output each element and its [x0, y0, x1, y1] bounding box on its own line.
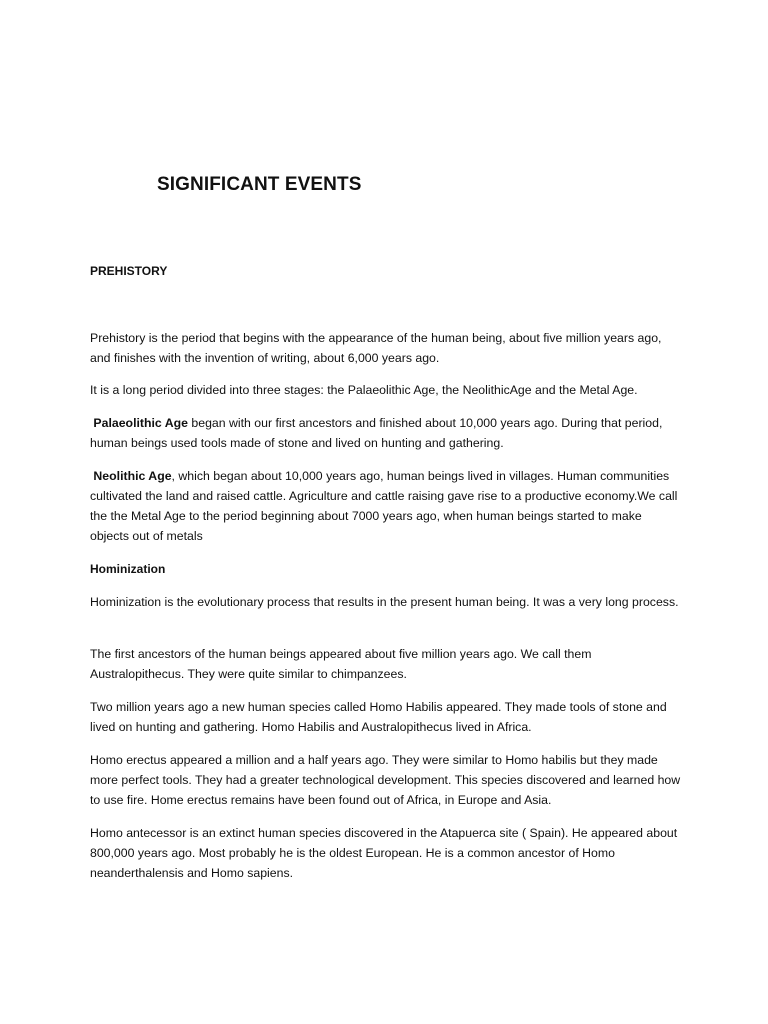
paragraph-text: The first ancestors of the human beings appeared about five million years ago. We call them Australopithecus. They were quite similar to chimpanzees.: [90, 647, 592, 681]
paragraph-prehistory-stages: [90, 380, 682, 400]
paragraph-neolithic: [90, 466, 682, 546]
paragraph-text: Prehistory is the period that begins with the appearance of the human being, about five million years ago, and finishes with the invention of writing, about 6,000 years ago.: [90, 331, 662, 365]
section-heading-hominization: Hominization: [90, 562, 166, 576]
paragraph-lead-term: Palaeolithic Age: [93, 416, 188, 430]
paragraph-lead-term: Neolithic Age: [93, 469, 172, 483]
section-heading-prehistory: PREHISTORY: [90, 264, 168, 278]
paragraph-homo-erectus: [90, 750, 682, 810]
paragraph-text: It is a long period divided into three stages: the Palaeolithic Age, the NeolithicAge and the Metal Age.: [90, 383, 638, 397]
paragraph-homo-antecessor: [90, 823, 682, 883]
paragraph-palaeolithic: [90, 413, 682, 453]
paragraph-text: began with our first ancestors and finished about 10,000 years ago. During that period, human beings used tools made of stone and lived on hunting and gathering.: [90, 416, 663, 450]
paragraph-text: Hominization is the evolutionary process that results in the present human being. It was a very long process.: [90, 595, 679, 609]
paragraph-text: Homo antecessor is an extinct human species discovered in the Atapuerca site ( Spain). He appeared about 800,000 years ago. Most probably he is the oldest European. He is a common ancestor of Homo neanderthalensis and Homo sapiens.: [90, 826, 678, 880]
paragraph-prehistory-definition: [90, 328, 682, 368]
paragraph-text: Two million years ago a new human species called Homo Habilis appeared. They made tools of stone and lived on hunting and gathering. Homo Habilis and Australopithecus lived in Africa.: [90, 700, 667, 734]
paragraph-text: , which began about 10,000 years ago, human beings lived in villages. Human communities cultivated the land and raised cattle. Agriculture and cattle raising gave rise to a productive economy.We call the the Metal Age to the period beginning about 7000 years ago, when human beings started to make objects out of metals: [90, 469, 678, 543]
paragraph-hominization-definition: [90, 592, 682, 612]
paragraph-homo-habilis: [90, 697, 682, 737]
paragraph-australopithecus: [90, 644, 682, 684]
page-title: SIGNIFICANT EVENTS: [157, 174, 362, 195]
paragraph-text: Homo erectus appeared a million and a half years ago. They were similar to Homo habilis but they made more perfect tools. They had a greater technological development. This species discovered and learned how to use fire. Home erectus remains have been found out of Africa, in Europe and Asia.: [90, 753, 681, 807]
